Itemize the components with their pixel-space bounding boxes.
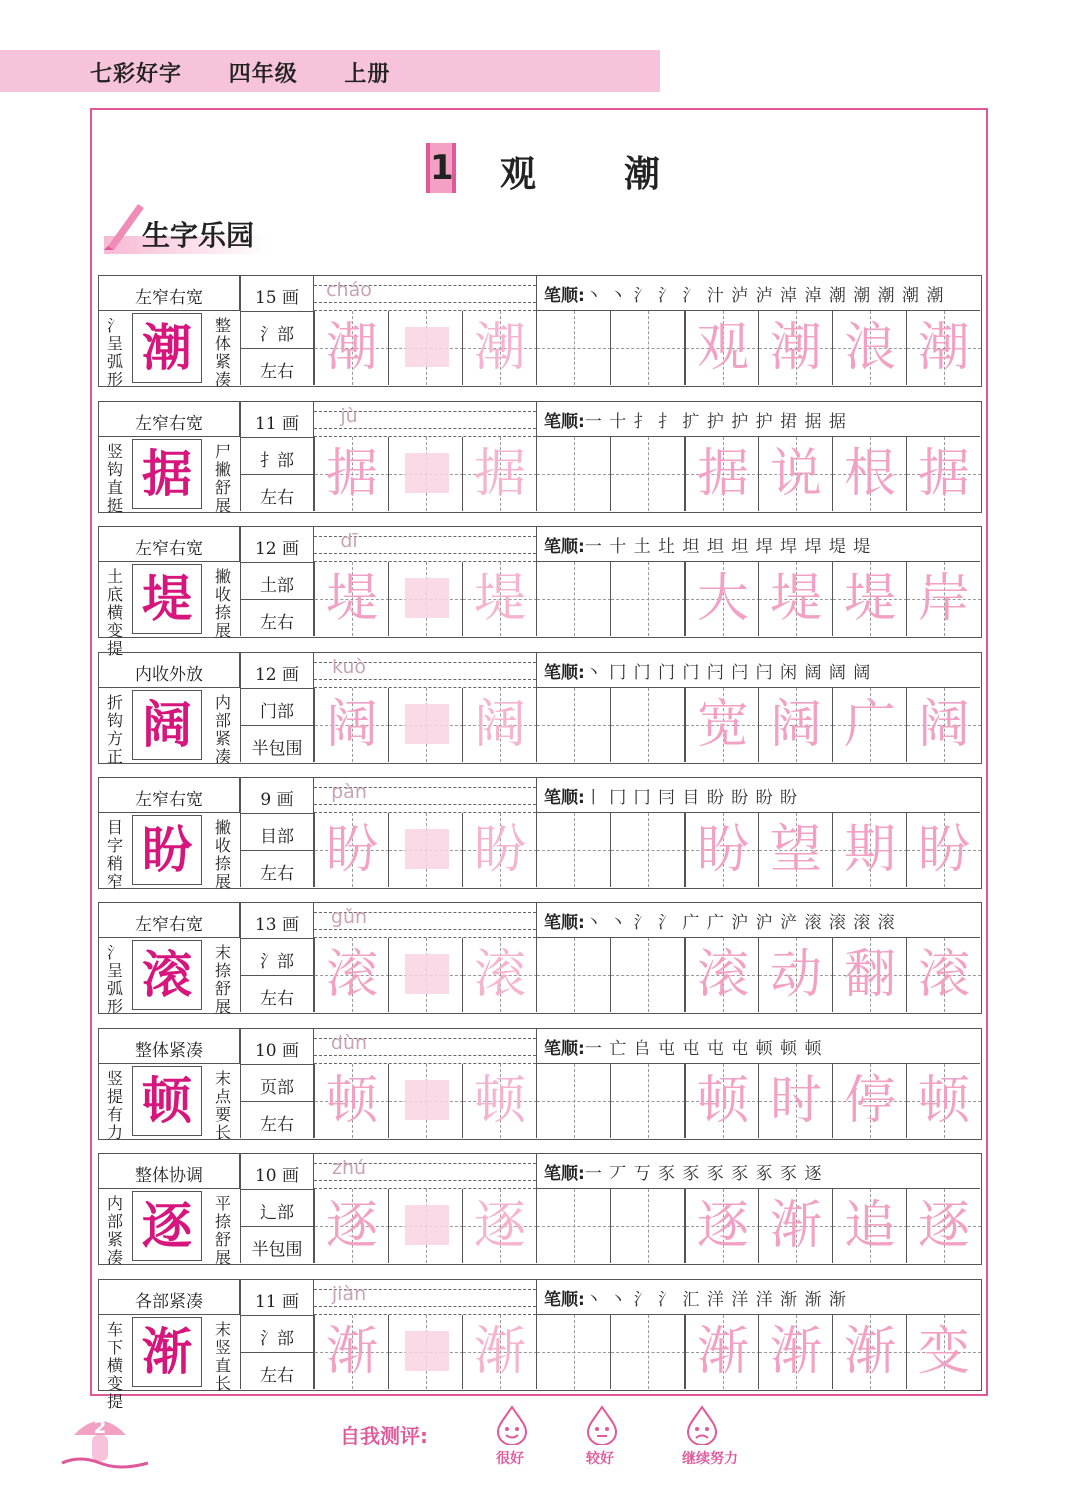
word-character: 滚 (696, 945, 749, 1005)
left-tip: 车下横变提 (106, 1320, 123, 1411)
stroke-sequence: 丶 丶 氵 氵 广 广 沪 沪 浐 滚 滚 滚 滚 (584, 913, 896, 933)
lesson-title: 观潮 (500, 154, 749, 195)
practice-grid[interactable] (314, 1189, 388, 1263)
word-grid[interactable] (758, 1315, 832, 1389)
word-character: 堤 (843, 569, 896, 629)
character-row (98, 526, 982, 658)
pinyin: cháo (326, 279, 372, 301)
drop-smile-icon[interactable] (494, 1405, 530, 1445)
component-highlight (405, 327, 449, 367)
component-highlight (405, 453, 449, 493)
pinyin: dùn (330, 1032, 368, 1054)
blank-grid[interactable] (610, 938, 684, 1012)
trace-character: 渐 (325, 1322, 378, 1382)
structure-type: 左右 (260, 362, 294, 382)
word-grid[interactable] (832, 1189, 906, 1263)
practice-grid[interactable] (388, 1189, 462, 1263)
rating-very-good: 很好 (496, 1451, 524, 1467)
word-grid[interactable] (684, 938, 758, 1012)
stroke-order-label: 笔顺: (544, 1164, 585, 1184)
component-highlight (405, 954, 449, 994)
grade-label: 四年级 (228, 62, 298, 87)
practice-grid[interactable] (314, 311, 388, 385)
pinyin: dī (340, 530, 358, 552)
word-character: 盼 (696, 820, 749, 880)
trace-character: 渐 (473, 1322, 526, 1382)
blank-grid[interactable] (536, 1064, 610, 1138)
pencil-icon (100, 200, 146, 250)
word-grid[interactable] (832, 813, 906, 887)
word-grid[interactable] (906, 1064, 980, 1138)
practice-grid[interactable] (314, 688, 388, 762)
structure-type: 左右 (260, 1366, 294, 1386)
component-highlight (405, 829, 449, 869)
blank-grid[interactable] (610, 562, 684, 636)
structure-type: 半包围 (251, 1240, 303, 1260)
pinyin: jiàn (331, 1283, 367, 1305)
trace-character: 堤 (325, 569, 378, 629)
structure-type: 左右 (260, 864, 294, 884)
self-eval-label: 自我测评: (340, 1424, 428, 1448)
trace-character: 顿 (473, 1071, 526, 1131)
left-tip: 土底横变提 (106, 567, 123, 658)
stroke-count: 12 画 (254, 665, 300, 685)
character-row (98, 902, 982, 1014)
word-grid[interactable] (832, 437, 906, 511)
blank-grid[interactable] (610, 1064, 684, 1138)
word-character: 大 (696, 569, 749, 629)
word-character: 潮 (917, 318, 970, 378)
structure-tip: 左窄右宽 (135, 539, 203, 559)
stroke-order-label: 笔顺: (544, 663, 585, 683)
practice-grid[interactable] (462, 688, 536, 762)
drop-sad-icon[interactable] (684, 1405, 720, 1445)
pinyin: pàn (331, 781, 367, 803)
left-tip: 氵呈弧形 (106, 943, 123, 1016)
word-grid[interactable] (684, 1189, 758, 1263)
practice-grid[interactable] (388, 311, 462, 385)
word-grid[interactable] (906, 813, 980, 887)
word-grid[interactable] (684, 562, 758, 636)
stroke-order (544, 1034, 822, 1059)
word-grid[interactable] (684, 813, 758, 887)
word-grid[interactable] (906, 688, 980, 762)
right-tip: 末捺舒展 (214, 943, 231, 1016)
word-grid[interactable] (758, 437, 832, 511)
main-character: 盼 (132, 815, 202, 885)
word-grid[interactable] (684, 311, 758, 385)
section-title: 生字乐园 (142, 219, 255, 252)
radical: 氵部 (260, 952, 294, 972)
word-character: 期 (843, 820, 896, 880)
blank-grid[interactable] (536, 688, 610, 762)
main-character: 渐 (132, 1317, 202, 1387)
stroke-order (544, 658, 871, 683)
stroke-count: 10 画 (254, 1041, 300, 1061)
trace-character: 滚 (325, 945, 378, 1005)
word-character: 观 (696, 318, 749, 378)
structure-type: 左右 (260, 1115, 294, 1135)
word-character: 翻 (843, 945, 896, 1005)
left-tip: 氵呈弧形 (106, 316, 123, 389)
blank-grid[interactable] (610, 1315, 684, 1389)
volume-label: 上册 (344, 62, 391, 87)
word-character: 据 (696, 444, 749, 504)
pinyin: jù (340, 405, 358, 427)
word-grid[interactable] (758, 311, 832, 385)
left-tip: 目字稍窄 (106, 818, 123, 891)
blank-grid[interactable] (610, 437, 684, 511)
rating-good: 较好 (586, 1451, 614, 1467)
stroke-order-label: 笔顺: (544, 412, 585, 432)
trace-character: 逐 (325, 1196, 378, 1256)
trace-character: 滚 (473, 945, 526, 1005)
trace-character: 潮 (473, 318, 526, 378)
word-character: 逐 (917, 1196, 970, 1256)
radical: 氵部 (260, 1329, 294, 1349)
left-tip: 折钩方正 (106, 693, 123, 766)
stroke-order (544, 1285, 847, 1310)
practice-grid[interactable] (462, 1315, 536, 1389)
stroke-order-label: 笔顺: (544, 286, 585, 306)
structure-tip: 各部紧凑 (135, 1292, 203, 1312)
practice-grid[interactable] (462, 1189, 536, 1263)
practice-grid[interactable] (388, 437, 462, 511)
structure-type: 半包围 (251, 739, 303, 759)
trace-character: 阔 (473, 695, 526, 755)
practice-grid[interactable] (314, 813, 388, 887)
left-tip: 内部紧凑 (106, 1194, 123, 1267)
component-highlight (405, 704, 449, 744)
practice-grid[interactable] (462, 437, 536, 511)
right-tip: 整体紧凑 (214, 316, 231, 389)
word-character: 说 (769, 444, 822, 504)
pinyin: zhú (331, 1157, 367, 1179)
stroke-count: 15 画 (254, 288, 300, 308)
radical: 目部 (260, 827, 294, 847)
right-tip: 尸撇舒展 (214, 442, 231, 515)
word-character: 阔 (769, 695, 822, 755)
stroke-sequence: 一 十 土 圵 坦 坦 坦 垾 垾 垾 堤 堤 (584, 537, 872, 557)
stroke-order (544, 281, 944, 306)
practice-grid[interactable] (388, 1064, 462, 1138)
blank-grid[interactable] (536, 1315, 610, 1389)
stroke-sequence: 丶 丶 氵 氵 汇 洋 洋 洋 渐 渐 渐 (584, 1290, 847, 1310)
component-highlight (405, 1080, 449, 1120)
stroke-count: 11 画 (254, 414, 300, 434)
stroke-sequence: 一 亡 𠂤 屯 屯 屯 屯 顿 顿 顿 (584, 1039, 823, 1059)
practice-grid[interactable] (388, 562, 462, 636)
blank-grid[interactable] (610, 688, 684, 762)
trace-character: 据 (473, 444, 526, 504)
drop-neutral-icon[interactable] (584, 1405, 620, 1445)
word-character: 广 (843, 695, 896, 755)
component-highlight (405, 1205, 449, 1245)
word-grid[interactable] (906, 1315, 980, 1389)
right-tip: 平捺舒展 (214, 1194, 231, 1267)
word-grid[interactable] (832, 688, 906, 762)
structure-tip: 左窄右宽 (135, 414, 203, 434)
word-character: 顿 (696, 1071, 749, 1131)
pinyin: gǔn (330, 906, 368, 928)
word-grid[interactable] (906, 311, 980, 385)
word-character: 渐 (696, 1322, 749, 1382)
main-character: 堤 (132, 564, 202, 634)
word-character: 顿 (917, 1071, 970, 1131)
word-grid[interactable] (906, 938, 980, 1012)
trace-character: 阔 (325, 695, 378, 755)
trace-character: 盼 (473, 820, 526, 880)
structure-tip: 左窄右宽 (135, 288, 203, 308)
stroke-order (544, 1159, 822, 1184)
word-grid[interactable] (906, 1189, 980, 1263)
blank-grid[interactable] (536, 1189, 610, 1263)
word-character: 潮 (769, 318, 822, 378)
word-grid[interactable] (684, 437, 758, 511)
main-character: 据 (132, 439, 202, 509)
stroke-count: 13 画 (254, 915, 300, 935)
word-character: 盼 (917, 820, 970, 880)
practice-grid[interactable] (314, 437, 388, 511)
word-character: 滚 (917, 945, 970, 1005)
stroke-sequence: 丶 丶 氵 氵 氵 汁 泸 泸 淖 淖 潮 潮 潮 潮 潮 (584, 286, 945, 306)
blank-grid[interactable] (536, 437, 610, 511)
stroke-order-label: 笔顺: (544, 913, 585, 933)
practice-grid[interactable] (462, 813, 536, 887)
mushroom-page-icon (60, 1405, 150, 1475)
radical: 氵部 (260, 325, 294, 345)
blank-grid[interactable] (536, 938, 610, 1012)
character-row (98, 652, 982, 764)
main-character: 滚 (132, 940, 202, 1010)
right-tip: 末竖直长 (214, 1320, 231, 1393)
word-grid[interactable] (758, 688, 832, 762)
stroke-order (544, 532, 871, 557)
word-character: 停 (843, 1071, 896, 1131)
word-grid[interactable] (832, 1315, 906, 1389)
word-character: 岸 (917, 569, 970, 629)
right-tip: 撇收捺展 (214, 567, 231, 640)
word-grid[interactable] (832, 311, 906, 385)
page-number: 2 (93, 1417, 107, 1438)
character-row (98, 1279, 982, 1411)
lesson-number: 1 (426, 143, 456, 193)
character-row (98, 1153, 982, 1265)
word-grid[interactable] (832, 1064, 906, 1138)
stroke-count: 10 画 (254, 1166, 300, 1186)
practice-grid[interactable] (388, 813, 462, 887)
character-row (98, 275, 982, 387)
stroke-count: 12 画 (254, 539, 300, 559)
trace-character: 逐 (473, 1196, 526, 1256)
word-grid[interactable] (906, 562, 980, 636)
word-character: 动 (769, 945, 822, 1005)
word-character: 据 (917, 444, 970, 504)
word-grid[interactable] (758, 938, 832, 1012)
pinyin: kuò (331, 656, 367, 678)
practice-grid[interactable] (314, 1064, 388, 1138)
word-character: 时 (769, 1071, 822, 1131)
structure-type: 左右 (260, 989, 294, 1009)
word-character: 宽 (696, 695, 749, 755)
word-character: 渐 (769, 1196, 822, 1256)
main-character: 顿 (132, 1066, 202, 1136)
structure-tip: 左窄右宽 (135, 915, 203, 935)
word-character: 渐 (769, 1322, 822, 1382)
stroke-sequence: 一 丆 丂 豕 豕 豕 豕 豖 豕 逐 (584, 1164, 823, 1184)
word-character: 追 (843, 1196, 896, 1256)
practice-grid[interactable] (388, 1315, 462, 1389)
radical: 扌部 (260, 451, 294, 471)
radical: 土部 (260, 576, 294, 596)
stroke-order (544, 783, 798, 808)
stroke-order-label: 笔顺: (544, 788, 585, 808)
trace-character: 盼 (325, 820, 378, 880)
word-character: 望 (769, 820, 822, 880)
structure-tip: 整体协调 (135, 1166, 203, 1186)
radical: 辶部 (260, 1203, 294, 1223)
stroke-sequence: 丶 冂 门 门 门 闩 闩 闩 闲 阔 阔 阔 (584, 663, 872, 683)
word-character: 逐 (696, 1196, 749, 1256)
main-character: 阔 (132, 690, 202, 760)
character-row (98, 401, 982, 513)
word-character: 阔 (917, 695, 970, 755)
practice-grid[interactable] (314, 1315, 388, 1389)
word-grid[interactable] (758, 1189, 832, 1263)
trace-character: 据 (325, 444, 378, 504)
practice-grid[interactable] (314, 562, 388, 636)
character-row (98, 1028, 982, 1140)
blank-grid[interactable] (536, 813, 610, 887)
right-tip: 撇收捺展 (214, 818, 231, 891)
main-character: 逐 (132, 1191, 202, 1261)
blank-grid[interactable] (610, 813, 684, 887)
right-tip: 内部紧凑 (214, 693, 231, 766)
stroke-order-label: 笔顺: (544, 1039, 585, 1059)
word-grid[interactable] (832, 562, 906, 636)
word-character: 渐 (843, 1322, 896, 1382)
stroke-count: 9 画 (260, 790, 294, 810)
right-tip: 末点要长 (214, 1069, 231, 1142)
practice-grid[interactable] (314, 938, 388, 1012)
practice-grid[interactable] (462, 938, 536, 1012)
practice-grid[interactable] (388, 688, 462, 762)
practice-grid[interactable] (462, 311, 536, 385)
radical: 门部 (260, 702, 294, 722)
component-highlight (405, 578, 449, 618)
trace-character: 潮 (325, 318, 378, 378)
blank-grid[interactable] (610, 311, 684, 385)
word-grid[interactable] (758, 813, 832, 887)
left-tip: 竖提有力 (106, 1069, 123, 1142)
character-row (98, 777, 982, 889)
structure-type: 左右 (260, 488, 294, 508)
book-header (90, 57, 428, 88)
main-character: 潮 (132, 313, 202, 383)
structure-tip: 整体紧凑 (135, 1041, 203, 1061)
book-title: 七彩好字 (90, 62, 183, 87)
word-grid[interactable] (684, 1315, 758, 1389)
practice-grid[interactable] (462, 562, 536, 636)
rating-keep-trying: 继续努力 (682, 1451, 738, 1467)
structure-tip: 左窄右宽 (135, 790, 203, 810)
word-grid[interactable] (684, 688, 758, 762)
word-character: 根 (843, 444, 896, 504)
blank-grid[interactable] (536, 562, 610, 636)
left-tip: 竖钩直挺 (106, 442, 123, 515)
stroke-sequence: 丨 冂 冂 冃 目 盼 盼 盼 盼 (584, 788, 799, 808)
stroke-order (544, 407, 847, 432)
structure-tip: 内收外放 (135, 665, 203, 685)
practice-grid[interactable] (388, 938, 462, 1012)
word-grid[interactable] (684, 1064, 758, 1138)
practice-grid[interactable] (462, 1064, 536, 1138)
structure-type: 左右 (260, 613, 294, 633)
word-grid[interactable] (758, 1064, 832, 1138)
blank-grid[interactable] (536, 311, 610, 385)
word-grid[interactable] (906, 437, 980, 511)
stroke-sequence: 一 十 扌 扌 扩 护 护 护 捃 据 据 (584, 412, 847, 432)
trace-character: 堤 (473, 569, 526, 629)
stroke-order (544, 908, 896, 933)
word-character: 浪 (843, 318, 896, 378)
stroke-order-label: 笔顺: (544, 537, 585, 557)
stroke-count: 11 画 (254, 1292, 300, 1312)
word-grid[interactable] (832, 938, 906, 1012)
word-grid[interactable] (758, 562, 832, 636)
radical: 页部 (260, 1078, 294, 1098)
blank-grid[interactable] (610, 1189, 684, 1263)
word-character: 堤 (769, 569, 822, 629)
stroke-order-label: 笔顺: (544, 1290, 585, 1310)
word-character: 变 (917, 1322, 970, 1382)
component-highlight (405, 1331, 449, 1371)
trace-character: 顿 (325, 1071, 378, 1131)
